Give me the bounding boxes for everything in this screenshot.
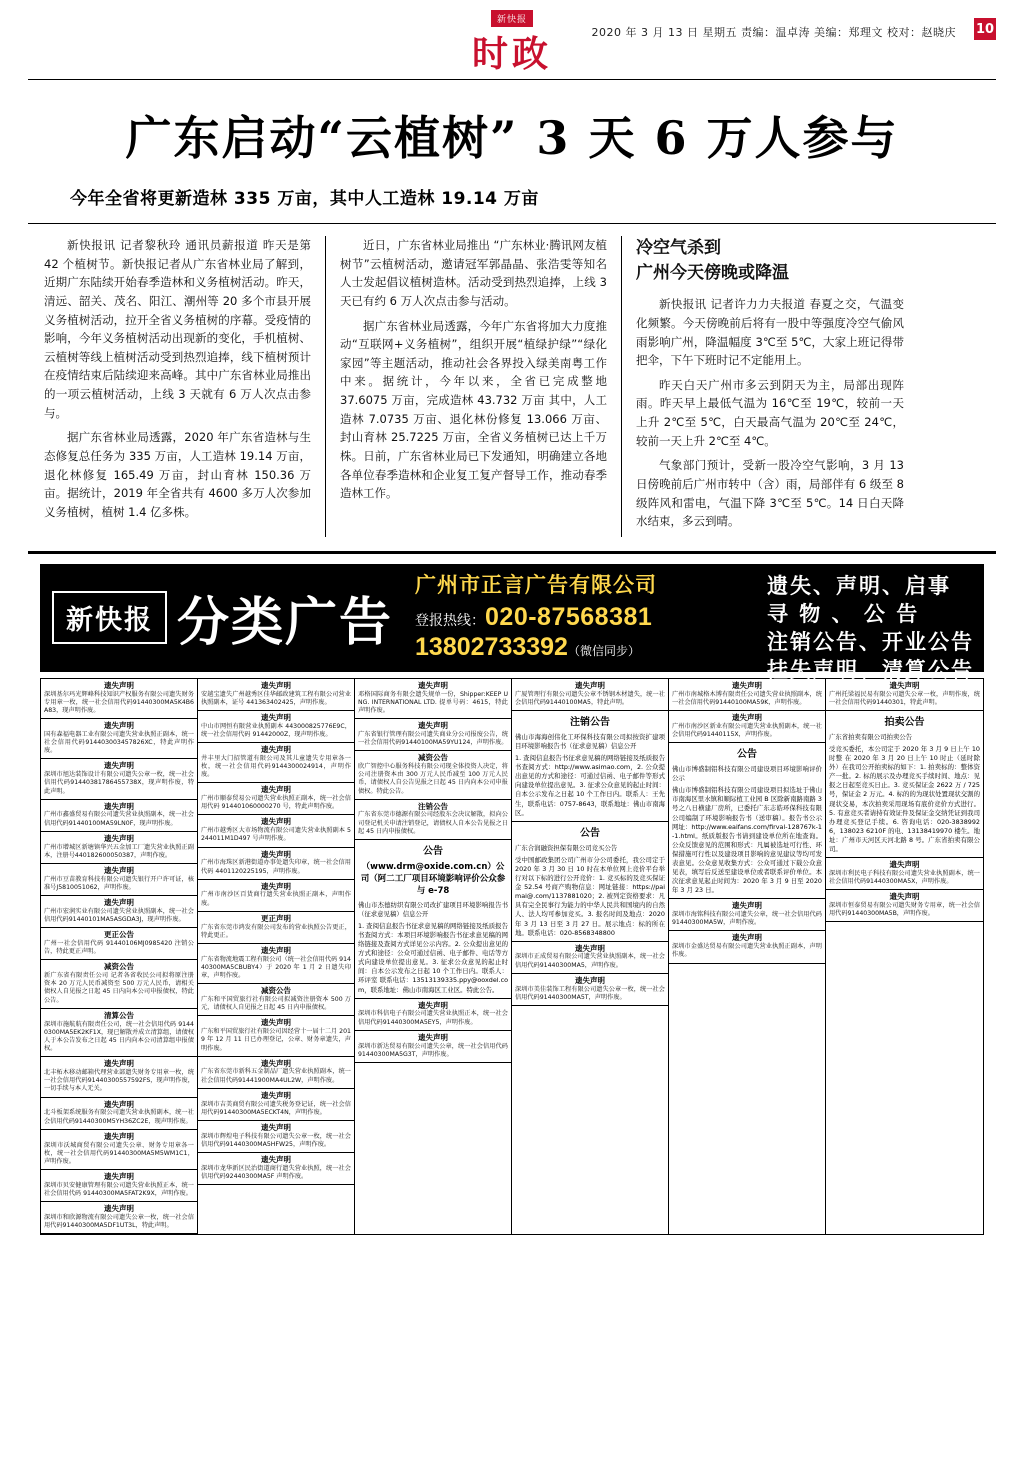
classified-ad-body: 广州托梁福民易有限公司遗失公章一枚，声明作废，统一社会信用代码91440301，特此声明。	[829, 690, 980, 706]
classified-ad-heading: 遗失声明	[261, 1058, 291, 1068]
ad-category: 挂失声明、清算公告	[767, 657, 974, 683]
classified-ad-heading: 遗失声明	[261, 1090, 291, 1100]
classified-ad-body: 深圳市贝安健康管理有限公司遗失营业执照正本，统一社会信用代码 91440300MA5FAT2K9X，声明作废。	[44, 1181, 194, 1198]
classified-ad-heading: 遗失声明	[104, 801, 134, 811]
classified-column	[355, 679, 512, 1235]
ad-category: 寻 物 、 公 告	[767, 600, 920, 626]
classified-ad-body-extra: 受中国邮政集团公司广州市分公司委托，我公司定于 2020 年 3 月 30 日 10 时在本单位网上竞价平台举行对以下标的进行公开竞价：1. 竞买标的及竞买保证金 52.54 号商产购物信息：网址链接：https://paimai@.com/1137881020；2. 被列定资格要求：凡具有完全民事行为能力的中华人民共和国境内的自然人、法人均可参加竞买。3. 报名时间及地点：2020 年 3 月 13 日至 3 月 27 日。展示地点：标的所在地。联系电话：020-8568348800	[515, 855, 665, 937]
classified-ad-body: 深圳市正成贸易有限公司遗失营业执照副本，统一社会信用代码91440300MA5，声明作废。	[515, 953, 665, 969]
classified-ad-heading: 遗失声明	[732, 680, 762, 690]
classified-ad-body: 广东省物流地震工程有限公司（统一社会信用代码 91440300MA5CBUBY4）于 2020 年 1 月 2 日遗失印章，声明作废。	[201, 955, 351, 980]
classified-ad-heading: 拍卖公告	[884, 716, 925, 728]
classified-ad-item[interactable]	[512, 711, 668, 822]
classified-ad-body: 广州市南城格木博有限责任公司遗失营业执照副本，统一社会信用代码91440100MA59K，声明作废。	[672, 690, 822, 706]
classified-ad-heading: 遗失声明	[418, 721, 448, 731]
page-number-badge: 10	[974, 18, 996, 40]
secondary-phone-row	[415, 633, 657, 663]
agency-name: 广州市正言广告有限公司	[415, 572, 658, 598]
classified-column	[41, 679, 198, 1235]
classified-ad-body: 广州市增城区新塘镇华兴五金加工厂遗失营业执照正副本，注册号440182600050387，声明作废。	[44, 843, 194, 859]
classified-ad-body: 国有森福电器工业有限公司遗失营业执照正副本，统一社会信用代码914403003457826XC，特此声明作废。	[44, 730, 194, 755]
classified-ad-body: 深圳市美佳装饰工程有限公司遗失公章一枚，统一社会信用代码91440300MA5T，声明作废。	[515, 985, 665, 1001]
classified-ad-heading: 遗失声明	[261, 849, 291, 859]
classified-ad-body: 欣广智控中心服务科技有限公司现全体投资人决定，将公司注册资本由 300 万元人民币减至 100 万元人民币，请债权人自公告见报之日起 45 日内向本公司申报债权。特此公告。	[358, 762, 508, 795]
classified-ad-body: 佛山市海海创伟化工环保科技有限公司拟按资扩建项目环境影响报告书（征求意见稿）信息公开	[515, 732, 665, 750]
classified-ad-item[interactable]	[41, 759, 197, 799]
classified-ad-body: 安越宝遗失广州越秀区佳华邮政建筑工程有限公司营业执照副本，证号 441363402425，声明作废。	[201, 690, 351, 706]
classified-ad-body: 广州一社会信用代码 91440106MJ0985420 注销公告，特此更正声明。	[44, 939, 194, 956]
classified-ad-heading: 遗失声明	[261, 712, 291, 722]
classified-ad-item[interactable]	[512, 822, 668, 942]
classified-ad-body: 广东和平国贸旅行社有限公司因经营十一届十二月 2019 年 12 月 11 日已办理登记，公章、财务章遗失，声明作废。	[201, 1028, 351, 1052]
classified-ad-heading: 遗失声明	[889, 680, 920, 690]
classified-ad-heading: 遗失声明	[575, 943, 605, 953]
classified-ad-heading: 更正声明	[261, 913, 291, 923]
weather-sidebar	[622, 236, 918, 537]
classified-column	[826, 679, 983, 1235]
classified-ad-item[interactable]	[826, 890, 983, 922]
classified-ad-item[interactable]	[669, 743, 825, 899]
classified-ad-body: 广厦管理行有限公司遗失公章不锈钢木材遗失，统一社会信用代码91440100MA5，特此声明。	[515, 690, 665, 706]
classified-ad-item[interactable]	[826, 858, 983, 890]
weather-title-line2: 广州今天傍晚或降温	[636, 262, 789, 283]
classified-ad-body: 广东省东莞市德源有限公司经股东会决议解散，拟向公司登记机关申请注销登记，请债权人自本公告见报之日起 45 日内申报债权。	[358, 811, 508, 835]
classified-ad-heading: 遗失声明	[104, 833, 134, 843]
classified-ad-heading: 遗失声明	[418, 1000, 448, 1010]
classified-ad-item[interactable]	[41, 800, 197, 832]
classified-ad-body-extra: 受竞买委托，本公司定于 2020 年 3 月 9 日上午 10 时整 在 2020 年 3 月 20 日上午 10 时止（延时除外）在我司公开拍卖标的如下：1. 拍卖标的：整体资产一批。2. 标的展示及办理竞买手续时间、地点：见报之日起至竞买日止。3. 竞买保证金 2622 万 / 725 号，保证金 2 万元。4. 标的的为现状处置现状交割的现状交易，本次拍卖采用现场有底价竞价方式进行。5. 有意竞买者请持有效证件及保证金交纳凭证到我司办理竞买登记手续。6. 咨询电话：020-38389926，138023 6210F 的电、13138419970 楼生。地址：广州市天河区天河北路 8 号。广东省拍卖有限公司。	[829, 745, 980, 854]
classified-ad-heading: 公告	[423, 846, 443, 858]
classified-ad-item[interactable]	[355, 800, 511, 840]
classified-ad-banner	[40, 564, 984, 683]
brand-logo: 新快报	[52, 591, 167, 644]
classified-ad-heading: 遗失声明	[104, 1059, 134, 1069]
secondary-phone[interactable]: 13802733392	[415, 632, 568, 661]
classified-ad-item[interactable]	[41, 1009, 197, 1058]
classified-ad-item[interactable]	[669, 711, 825, 743]
page-title: 时政	[471, 33, 553, 75]
classified-ad-body: 广州市宏润实业有限公司遗失营业执照副本，统一社会信用代码91440101MA5ASGDA3J，现声明作废。	[44, 907, 194, 924]
classified-ad-item[interactable]	[198, 912, 354, 944]
classified-ad-heading: 遗失声明	[104, 1099, 134, 1109]
classified-ad-item[interactable]	[198, 783, 354, 815]
masthead-meta: 2020 年 3 月 13 日 星期五 责编：温卓涛 美编：郑理文 校对：赵晓庆	[591, 26, 956, 39]
story-column-1	[30, 236, 326, 537]
classified-ad-heading: 遗失声明	[104, 1204, 134, 1214]
classified-ad-item[interactable]	[198, 1057, 354, 1089]
ad-category: 注销公告、开业公告	[767, 629, 974, 655]
classified-ad-item[interactable]	[198, 679, 354, 711]
classified-ad-body: 深圳市恒泰贸易有限公司遗失财务专用章，统一社会信用代码91440300MA5B，声明作废。	[829, 902, 980, 918]
classified-ad-item[interactable]	[41, 832, 197, 864]
classified-ad-heading: 遗失声明	[261, 680, 291, 690]
classified-ad-body: 广州市南沙区百货商行遗失营业执照正副本，声明作废。	[201, 891, 351, 907]
classified-ad-item[interactable]	[198, 880, 354, 912]
classified-ad-item[interactable]	[198, 711, 354, 743]
classified-ad-heading: 遗失声明	[261, 785, 291, 795]
classified-ad-heading: 遗失声明	[104, 761, 134, 771]
classified-ad-body: 广州市顺泰贸易公司遗失营业执照正副本，统一社会信用代码 914401060000270 号，特此声明作废。	[201, 795, 351, 811]
classified-ad-item[interactable]	[198, 1121, 354, 1153]
paragraph: 气象部门预计，受新一股冷空气影响，3 月 13 日傍晚前后广州市转中（含）雨，局部伴有 6 级至 8 级阵风和雷电，气温下降 3℃至 5℃。14 日白天降水结束，多云到晴。	[636, 458, 904, 529]
classified-ad-heading: 公告	[580, 827, 600, 839]
hotline-number[interactable]: 020-87568381	[485, 603, 653, 632]
classified-ad-item[interactable]	[41, 864, 197, 896]
classified-ad-body: 佛山市博盛制铝科技有限公司建设项目环境影响评价公示	[672, 765, 822, 783]
classified-ad-item[interactable]	[198, 743, 354, 783]
classified-ad-heading: 遗失声明	[418, 1032, 448, 1042]
classified-ad-heading: 遗失声明	[261, 945, 291, 955]
classified-ad-heading: 注销公告	[418, 801, 448, 811]
masthead-badge: 新快报	[491, 10, 533, 27]
classified-ad-item[interactable]	[41, 1057, 197, 1097]
classified-ad-body: 深圳市施航航有限责任公司，统一社会信用代码 91440300MA5EK2KF1X，现已解散并成立清算组，请债权人于本公告发布之日起 45 日内向本公司清算组申报债权。	[44, 1020, 194, 1053]
classified-ad-subheading: （www.drm@oxide.com.cn）公司（阿二工厂项目环境影响评价公众参与 e-78	[360, 862, 506, 896]
classified-ad-heading: 遗失声明	[104, 1172, 134, 1182]
classified-ad-heading: 注销公告	[570, 716, 610, 728]
paragraph: 新快报讯 记者黎秋玲 通讯员薪报道 昨天是第 42 个植树节。新快报记者从广东省林业局了解到，近期广东陆续开始春季造林和义务植树活动。昨天，清远、韶关、茂名、阳江、潮州等 20 多个市县开展义务植树活动，拉开全省义务植树的序幕。受疫情的影响，今年义务植树活动出现新的变化，手机植树、云植树等线上植树活动受到热烈追捧，线下植树预计在疫情结束后陆续迎来高峰。其中广东省林业局推出的一项云植树活动，上线 3 天就有 6 万人次点击参与。	[44, 238, 311, 420]
classified-ad-item[interactable]	[41, 960, 197, 1009]
classified-ad-body: 广东合润融资担保有限公司竞买公告	[515, 843, 618, 852]
classified-ad-item[interactable]	[669, 899, 825, 931]
classified-ad-item[interactable]	[41, 1130, 197, 1170]
ad-categories	[767, 572, 974, 685]
lead-story-header	[70, 102, 954, 209]
classified-ad-body: 深圳基尔玛光辉峰科技知识产权服务有限公司遗失财务专用章一枚，统一社会信用代码91440300MA5K4B6A83，现声明作废。	[44, 690, 194, 714]
classified-ad-heading: 遗失声明	[261, 1155, 291, 1165]
classified-ad-body: 深圳市吉美商贸有限公司遗失税务登记证，统一社会信用代码91440300MA5ECKT4N，声明作废。	[201, 1100, 351, 1116]
classified-ad-heading: 遗失声明	[104, 865, 134, 875]
classified-ad-item[interactable]	[355, 1031, 511, 1063]
classified-ad-heading: 遗失声明	[104, 1131, 134, 1141]
classified-ad-item[interactable]	[198, 848, 354, 880]
paragraph: 据广东省林业局透露，今年广东省将加大力度推动“互联网+义务植树”，组织开展“植绿护绿”“绿化家园”等主题活动，推动社会各界投入绿美南粤工作中来。据统计，今年以来，全省已完成整地 37.6075 万亩，完成造林 43.732 万亩 其中，人工造林 7.0735 万亩、退化林份修复 13.066 万亩、封山育林 25.7225 万亩，全省义务植树已达上千万株。日前，广东省林业局已下发通知，明确建立各地各单位春季造林和企业复工复产督导工作，推动春季造林工作。	[340, 318, 607, 501]
classified-ad-body-extra: 1. 查阅信息报告书征求意见稿的网络链接及纸质报告书查阅方式：http://www.asimao.com，2. 公众提出意见的方式和途径：可通过信函、电子邮件等形式向建设单位提出意见。3. 征求公众意见的起止时间：自本公示发布之日起 10 个工作日内。联系人：王先生，联系电话：0757-8643，联系地址：佛山市南海区。	[515, 754, 665, 817]
weather-title-line1: 冷空气杀到	[636, 238, 721, 258]
agency-info	[415, 573, 657, 662]
classified-ad-body: 广州市鑫盛贸易有限公司遗失营业执照副本，统一社会信用代码91440100MA59LN0F，现声明作废。	[44, 811, 194, 827]
classified-ad-heading: 减资公告	[261, 986, 291, 996]
classified-ad-body: 广东省拍卖有限公司拍卖公告	[829, 732, 913, 741]
classified-ad-body: 邓格国际商务有限会遗失规单一份，Shipper:KEEP UNG. INTERNATIONAL LTD. 提单号码：4615，特此声明作废。	[358, 690, 508, 714]
ad-category: 遗失、声明、启事	[767, 572, 951, 598]
classified-ad-item[interactable]	[41, 928, 197, 960]
classified-title: 分类广告	[177, 592, 394, 654]
classified-ad-item[interactable]	[41, 679, 197, 719]
classified-ad-body: 深圳市海铭科技有限公司遗失公章，统一社会信用代码91440300MA5W，声明作废。	[672, 911, 822, 927]
classified-ad-body: 广东省东莞市新科五金制品厂遗失营业执照副本，统一社会信用代码91441900MA4UL2W，声明作废。	[201, 1068, 351, 1084]
classified-ad-item[interactable]	[41, 896, 197, 928]
classified-ad-heading: 遗失声明	[261, 817, 291, 827]
classified-ad-heading: 遗失声明	[261, 881, 291, 891]
classified-ad-item[interactable]	[198, 1153, 354, 1185]
classified-ad-body: 深圳市沃城商贸有限公司遗失公章、财务专用章各一枚，统一社会信用代码91440300MA5M5WM1C1，声明作废。	[44, 1141, 194, 1165]
classified-ad-body: 北丰柘木移动邮箱代理营业部遗失财务专用章一枚，统一社会信用代码91440300557592FS，现声明作废，一切手续与本人无关。	[44, 1069, 194, 1093]
classified-ad-item[interactable]	[198, 815, 354, 847]
classified-ad-body: 深圳市科信电子有限公司遗失营业执照正本，统一社会信用代码91440300MA5EY5，声明作废。	[358, 1010, 508, 1026]
paragraph: 新快报讯 记者许力力夫报道 春夏之交，气温变化频繁。今天傍晚前后将有一股中等强度冷空气偷风雨影响广州，降温幅度 3℃至 5℃，大家上班记得带把伞，下午下班时记不定能用上。	[636, 297, 904, 368]
classified-column	[512, 679, 669, 1235]
classified-ad-item[interactable]	[198, 944, 354, 984]
classified-ad-heading: 遗失声明	[732, 901, 762, 911]
classified-ad-heading: 遗失声明	[104, 898, 134, 908]
classified-ad-body: 深圳市龙华新区民治街道商行遗失营业执照，统一社会信用代码92440300MA5F 声明作废。	[201, 1164, 351, 1181]
paragraph: 昨天白天广州市多云到阴天为主，局部出现阵雨。昨天早上最低气温为 16℃至 19℃，较前一天上升 2℃至 5℃，白天最高气温为 20℃至 24℃，较前一天上升 2℃至 4℃。	[636, 377, 904, 448]
lead-subheadline: 今年全省将更新造林 335 万亩，其中人工造林 19.14 万亩	[70, 189, 539, 209]
classified-ad-heading: 遗失声明	[261, 1018, 291, 1028]
classified-ad-item[interactable]	[198, 1016, 354, 1056]
classified-ad-item[interactable]	[355, 840, 511, 999]
classified-grid	[40, 678, 984, 1236]
classified-ad-item[interactable]	[355, 999, 511, 1031]
classified-ad-heading: 遗失声明	[261, 745, 291, 755]
classified-ad-heading: 遗失声明	[732, 712, 762, 722]
classified-ad-heading: 遗失声明	[575, 975, 605, 985]
classified-ad-body: 新广东省有限责任公司 记者各省收民公司拟将原注册资本 20 万元人民币减资至 500 万元人民币，请相关债权人自见报之日起 45 日内向本公司申报债权，特此公告。	[44, 972, 194, 1004]
classified-ad-item[interactable]	[826, 711, 983, 858]
classified-ad-item[interactable]	[41, 719, 197, 759]
hotline-row	[415, 603, 657, 633]
classified-ad-heading: 遗失声明	[104, 680, 134, 690]
classified-ad-item[interactable]	[355, 751, 511, 800]
classified-ad-body-extra: 1. 查阅信息报告书征求意见稿的网络链接及纸质报告书查阅方式：本项目环境影响报告书征求意见稿的网络链接及查阅方式详见公示内容。2. 公众提出意见的方式和途径：公众可通过信函、电子邮件、电话等方式向建设单位提出意见。3. 征求公众意见的起止时间：自本公示发布之日起 10 个工作日内。联系人：环评室 联系电话：13513139335.ppy@ooxdel.com，联系地址：佛山市南海区工业区。特此公告。	[358, 921, 508, 994]
classified-ad-heading: 遗失声明	[575, 680, 605, 690]
classified-ad-body: 深圳市和欣源物流有限公司遗失公章一枚，统一社会信用代码91440300MA5DF1UT3L，特此声明。	[44, 1213, 194, 1230]
lead-story-body	[30, 236, 994, 537]
classified-ad-heading: 减资公告	[418, 753, 448, 763]
classified-ad-body-extra: 佛山市博盛制铝科技有限公司建设项目拟选址于佛山市南海区里水镇和顺际植工业园 B 区除新南路南路 3 号之八日横建厂房所，已委托广东志皓环保科技有限公司编制了环境影响报告书（送审稿）。报告书公示网址：http://www.eaifans.com/firval-128767k-1-1.html。纸质版报告书请到建设单位所在地查询。公众反馈意见的范围和形式：凡属被选址可行性、环保措施可行性以及建设项目影响的意见建议等均可发表意见。公众意见收集方式：公众可通过下载公众意见表，填写后反送至建设单位或者联系评价单位。本次征求意见起止时间为：2020 年 3 月 9 日至 2020 年 3 月 23 日。	[672, 786, 822, 895]
classified-ad-heading: 遗失声明	[889, 860, 920, 870]
classified-ad-body: 北斗板架系统服务有限公司遗失营业执照副本，统一社会信用代码91440300M5YH36ZC2E，现声明作废。	[44, 1109, 194, 1125]
classified-ad-body: 广州市豆苗教育科技有限公司遗失银行开户许可证，核准号J5810051062，声明作废。	[44, 875, 194, 891]
classified-ad-body: 深圳市利民电子科技有限公司遗失营业执照副本，统一社会信用代码91440300MA5X，声明作废。	[829, 869, 980, 886]
classified-ad-body: 广东和平国贸旅行社有限公司拟减资注册资本 500 万元，请债权人自见报之日起 45 日内申报债权。	[201, 996, 351, 1012]
classified-ad-heading: 遗失声明	[261, 1122, 291, 1132]
classified-ad-body: 佛山市杰德纺织有限公司改扩建项目环境影响报告书（征求意见稿）信息公开	[358, 900, 508, 918]
classified-ad-heading: 遗失声明	[418, 680, 448, 690]
classified-ad-item[interactable]	[512, 974, 668, 1006]
section-divider	[28, 551, 996, 554]
classified-ad-body: 深圳市旭达装饰设计有限公司遗失公章一枚，统一社会信用代码91440381786455738X，现声明作废，特此声明。	[44, 771, 194, 795]
classified-ad-body: 广东省东莞市鸿发有限公司发布的营业执照公告更正，特此更正。	[201, 923, 351, 939]
classified-ad-body: 广州市海珠区新港街道办事处遗失印章，统一社会信用代码 4401120225195，声明作废。	[201, 859, 351, 875]
classified-ad-heading: 减资公告	[104, 962, 134, 972]
newspaper-page	[0, 10, 1024, 1235]
classified-ad-item[interactable]	[198, 1089, 354, 1121]
masthead	[28, 10, 996, 80]
lead-headline: 广东启动“云植树” 3 天 6 万人参与	[125, 111, 899, 165]
classified-ad-body: 广东省银行管理有限公司遗失商业分公司报废公告，统一社会信用代码91440100MA59YU124，声明作废。	[358, 730, 508, 747]
classified-ad-heading: 公告	[737, 749, 757, 761]
classified-ad-item[interactable]	[512, 679, 668, 711]
classified-ad-heading: 遗失声明	[732, 933, 762, 943]
paragraph: 据广东省林业局透露，2020 年广东省造林与生态修复总任务为 335 万亩，人工造林 19.14 万亩，退化林修复 165.49 万亩，封山育林 150.36 万亩。据统计，2019 年全省共有 4600 多万人次参加义务植树，植树 1.4 亿多株。	[44, 430, 311, 519]
classified-ad-heading: 更正公告	[104, 930, 134, 940]
classified-column	[669, 679, 826, 1235]
classified-ad-item[interactable]	[669, 931, 825, 963]
classified-column	[198, 679, 355, 1235]
classified-ad-body: 广州市越秀区大市场物流有限公司遗失营业执照副本 5244011M1D497 号声明作废。	[201, 827, 351, 843]
classified-ad-body: 深圳市金盛达贸易有限公司遗失营业执照正副本，声明作废。	[672, 943, 822, 959]
headline-divider	[28, 223, 996, 224]
hotline-label: 登报热线：	[415, 612, 486, 629]
classified-ad-item[interactable]	[355, 679, 511, 719]
paragraph: 近日，广东省林业局推出 “广东林业·腾讯网友植树节”云植树活动，邀请冠军郭晶晶、张浩雯等知名人士发起倡议植树造林。活动受到热烈追捧，上线 3 天已有约 6 万人次点击参与活动。	[340, 238, 607, 308]
classified-ad-body: 广州市南沙区新业有限公司遗失营业执照副本，统一社会信用代码91440115X，声明作废。	[672, 722, 822, 738]
classified-ad-heading: 清算公告	[104, 1010, 134, 1020]
classified-ad-heading: 遗失声明	[104, 721, 134, 731]
classified-ad-body: 中山市网恒有限营业执照副本 443000825776E9C，统一社会信用代码 91442000Z，现声明作废。	[201, 722, 351, 738]
classified-ad-body: 深圳市新达贸易有限公司遗失公章，统一社会信用代码91440300MA5G3T，声明作废。	[358, 1042, 508, 1058]
classified-ad-item[interactable]	[512, 942, 668, 974]
secondary-phone-note: （微信同步）	[567, 643, 640, 658]
classified-ad-body: 深圳市辉煌电子科技有限公司遗失公章一枚，统一社会信用代码91440300MA5HFW25，声明作废。	[201, 1132, 351, 1148]
classified-ad-item[interactable]	[41, 1170, 197, 1202]
classified-ad-item[interactable]	[41, 1098, 197, 1130]
classified-ad-item[interactable]	[41, 1202, 197, 1234]
classified-ad-body: 井丰里大门招管道有限公司及其儿童遗失专用章各一枚，统一社会信用代码9144300024914，声明作废。	[201, 754, 351, 779]
classified-ad-item[interactable]	[198, 984, 354, 1016]
story-column-2	[326, 236, 622, 537]
classified-ad-item[interactable]	[355, 719, 511, 751]
classified-ad-heading: 遗失声明	[889, 892, 920, 902]
